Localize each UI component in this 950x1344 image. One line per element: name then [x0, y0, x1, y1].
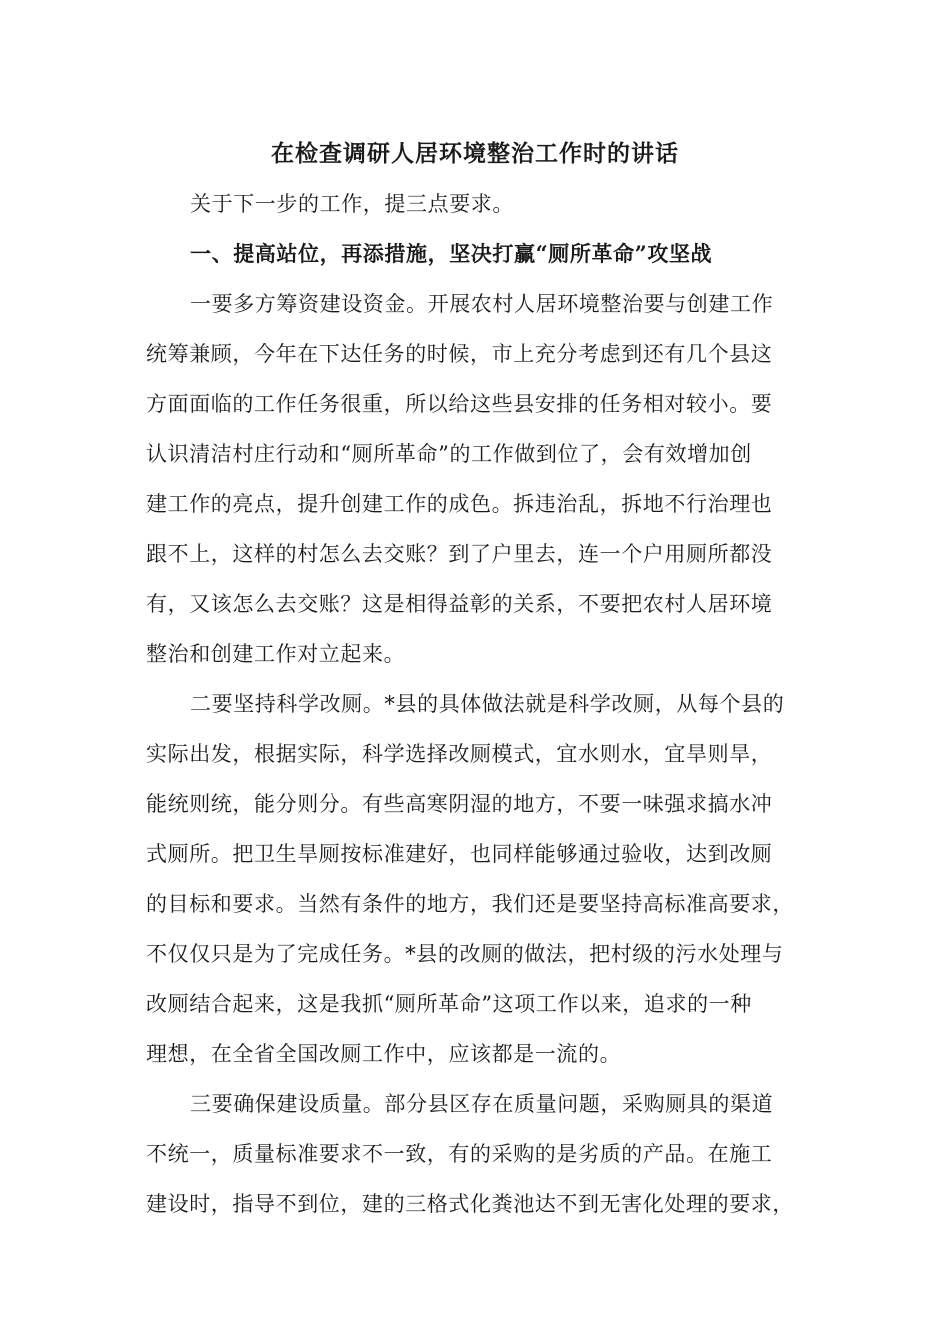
paragraph-line: 方面面临的工作任务很重，所以给这些县安排的任务相对较小。要 — [146, 392, 773, 416]
paragraph-line: 建设时，指导不到位，建的三格式化粪池达不到无害化处理的要求， — [146, 1192, 794, 1216]
paragraph-line: 认识清洁村庄行动和“厕所革命”的工作做到位了，会有效增加创 — [146, 442, 752, 466]
paragraph-line: 三要确保建设质量。部分县区存在质量问题，采购厕具的渠道 — [190, 1092, 774, 1116]
paragraph-line: 有，又该怎么去交账？这是相得益彰的关系，不要把农村人居环境 — [146, 592, 773, 616]
intro-line: 关于下一步的工作，提三点要求。 — [190, 192, 514, 216]
section-heading: 一、提高站位，再添措施，坚决打赢“厕所革命”攻坚战 — [190, 241, 713, 266]
paragraph-line: 实际出发，根据实际，科学选择改厕模式，宜水则水，宜旱则旱， — [146, 742, 773, 766]
paragraph-line: 式厕所。把卫生旱厕按标准建好，也同样能够通过验收，达到改厕 — [146, 842, 773, 866]
paragraph-line: 跟不上，这样的村怎么去交账？到了户里去，连一个户用厕所都没 — [146, 542, 773, 566]
paragraph-line: 不仅仅只是为了完成任务。*县的改厕的做法，把村级的污水处理与 — [146, 942, 784, 966]
paragraph-line: 的目标和要求。当然有条件的地方，我们还是要坚持高标准高要求， — [146, 892, 794, 916]
paragraph-line: 统筹兼顾，今年在下达任务的时候，市上充分考虑到还有几个县这 — [146, 342, 773, 366]
paragraph-line: 一要多方筹资建设资金。开展农村人居环境整治要与创建工作 — [190, 292, 774, 316]
paragraph-line: 不统一，质量标准要求不一致，有的采购的是劣质的产品。在施工 — [146, 1142, 773, 1166]
document-title: 在检查调研人居环境整治工作时的讲话 — [271, 140, 679, 167]
paragraph-line: 二要坚持科学改厕。*县的具体做法就是科学改厕，从每个县的 — [190, 692, 785, 716]
paragraph-line: 理想，在全省全国改厕工作中，应该都是一流的。 — [146, 1042, 622, 1066]
paragraph-line: 改厕结合起来，这是我抓“厕所革命”这项工作以来，追求的一种 — [146, 992, 752, 1016]
paragraph-line: 整治和创建工作对立起来。 — [146, 642, 406, 666]
paragraph-line: 建工作的亮点，提升创建工作的成色。拆违治乱，拆地不行治理也 — [146, 492, 773, 516]
paragraph-line: 能统则统，能分则分。有些高寒阴湿的地方，不要一味强求搞水冲 — [146, 792, 773, 816]
